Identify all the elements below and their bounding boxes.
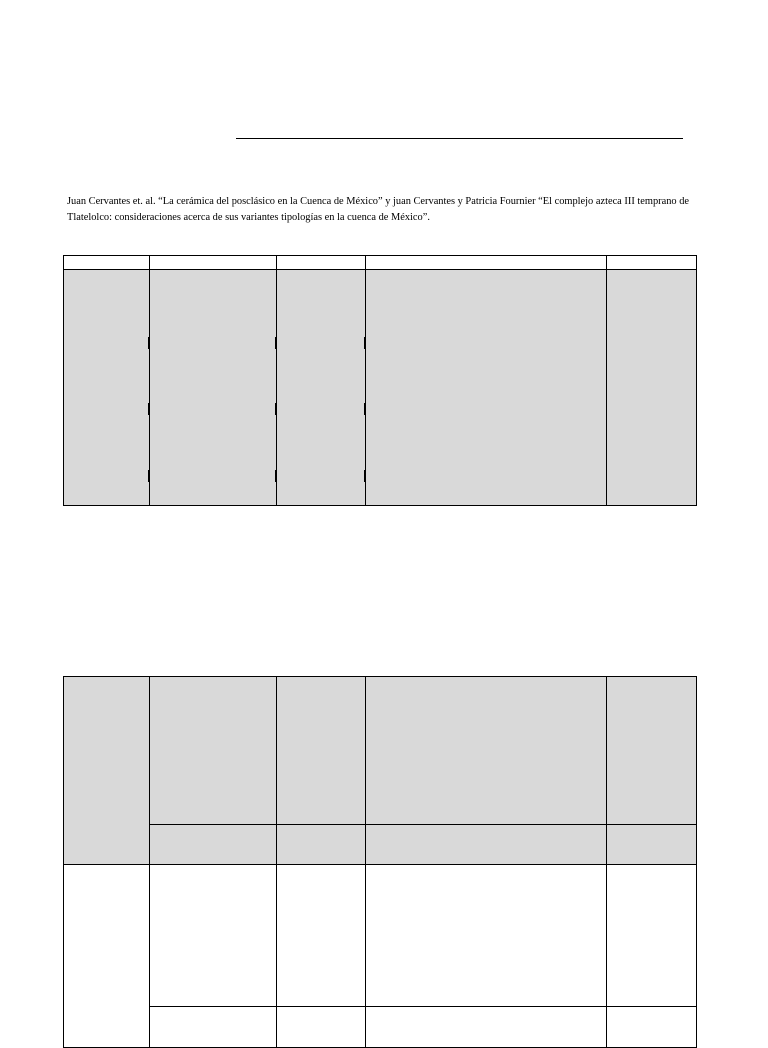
table-cell [64,270,150,506]
table-cell [366,825,607,865]
table-row [64,865,697,1007]
border-mark [364,470,366,482]
table-cell [277,256,366,270]
table-cell [64,865,150,1048]
table-cell [607,1007,697,1048]
table-cell [150,1007,277,1048]
table-row [64,1007,697,1048]
border-mark [275,403,277,415]
border-mark [275,337,277,349]
table-row [64,677,697,825]
table-cell [607,865,697,1007]
table-cell [277,865,366,1007]
border-mark [148,337,150,349]
table-row [64,270,697,506]
border-mark [364,403,366,415]
title-underline [236,138,683,139]
typology-table-2 [63,676,697,1048]
table-cell [150,677,277,825]
table-cell [366,865,607,1007]
typology-table-1 [63,255,697,506]
table-cell [607,270,697,506]
border-mark [148,470,150,482]
citation-text: Juan Cervantes et. al. “La cerámica del posclásico en la Cuenca de México” y juan Cervantes y Patricia Fournier “El complejo azteca III temprano de Tlatelolco: consideraciones acerca de sus variantes tipologías en la cuenca de México”. [67,196,690,223]
table-cell [607,825,697,865]
table-cell [366,1007,607,1048]
border-mark [364,337,366,349]
table-header-row [64,256,697,270]
table-cell [607,677,697,825]
table-cell [277,677,366,825]
table-cell [366,270,607,506]
table-cell [366,677,607,825]
table-cell [277,270,366,506]
table-cell [64,256,150,270]
table-cell [366,256,607,270]
table-cell [150,256,277,270]
table-row [64,825,697,865]
table-cell [64,677,150,865]
table-cell [150,270,277,506]
table-cell [607,256,697,270]
table-cell [150,825,277,865]
border-mark [148,403,150,415]
border-mark [275,470,277,482]
table-cell [150,865,277,1007]
table-cell [277,1007,366,1048]
table-cell [277,825,366,865]
